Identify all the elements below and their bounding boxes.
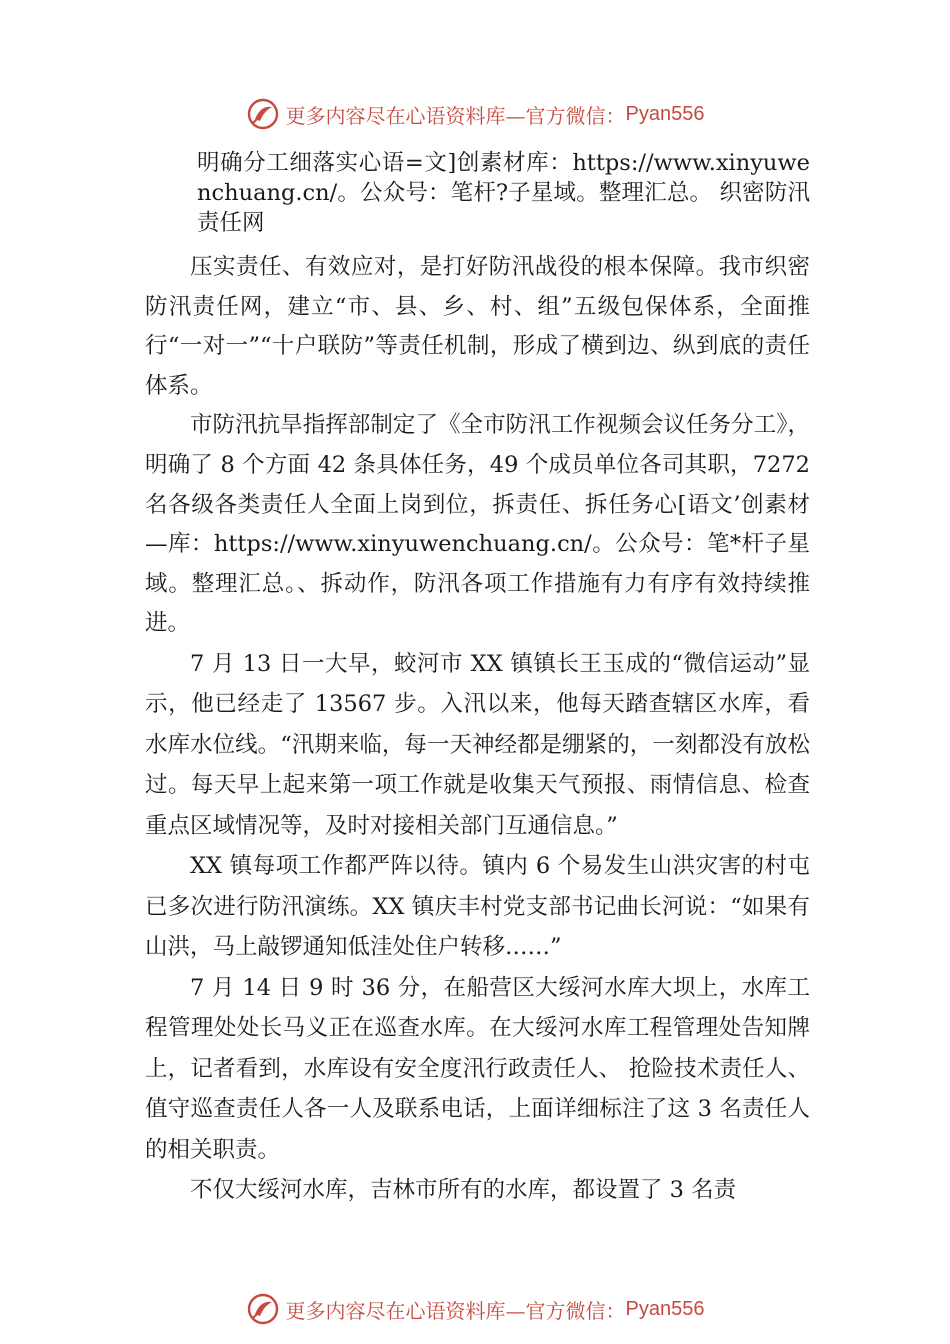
paragraph: 不仅大绥河水库，吉林市所有的水库，都设置了 3 名责 <box>190 1177 737 1204</box>
header-watermark-banner <box>0 92 950 136</box>
banner-text: 更多内容尽在心语资料库—官方微信： <box>285 103 626 128</box>
brand-logo-icon <box>246 1292 280 1326</box>
paragraph: XX 镇每项工作都严阵以待。镇内 6 个易发生山洪灾害的村屯已多次进行防汛演练。XX 镇庆丰村党支部书记曲长河说：“如果有山洪，马上敲锣通知低洼处住户转移……” <box>145 853 810 961</box>
paragraph: 压实责任、有效应对，是打好防汛战役的根本保障。我市织密防汛责任网，建立“市、县、乡、村、组”五级包保体系，全面推行“一对一”“十户联防”等责任机制，形成了横到边、纵到底的责任体系。 <box>145 254 810 399</box>
document-body <box>145 148 810 1211</box>
paragraph: 市防汛抗旱指挥部制定了《全市防汛工作视频会议任务分工》，明确了 8 个方面 42 条具体任务，49 个成员单位各司其职，7272 名各级各类责任人全面上岗到位，拆责任、拆任务心[语文’创素材—库：https://www.xinyuwenchuang.cn/。公众号：笔*杆子星域。整理汇总。、拆动作，防汛各项工作措施有力有序有效持续推进。 <box>145 412 810 637</box>
paragraph: 7 月 14 日 9 时 36 分，在船营区大绥河水库大坝上，水库工程管理处处长马义正在巡查水库。在大绥河水库工程管理处告知牌上，记者看到，水库设有安全度汛行政责任人、 抢险技术责任人、值守巡查责任人各一人及联系电话，上面详细标注了这 3 名责任人的相关职责。 <box>145 974 810 1163</box>
paragraph-heading: 明确分工细落实心语=文]创素材库：https://www.xinyuwenchuang.cn/。公众号：笔杆?子星域。整理汇总。 织密防汛责任网 <box>197 150 810 236</box>
footer-watermark-banner <box>0 1287 950 1331</box>
banner-text: 更多内容尽在心语资料库—官方微信： <box>285 1298 626 1323</box>
banner-wechat-id: Pyan556 <box>625 1297 705 1320</box>
brand-logo-icon <box>246 97 280 131</box>
banner-wechat-id: Pyan556 <box>625 102 705 125</box>
paragraph: 7 月 13 日一大早，蛟河市 XX 镇镇长王玉成的“微信运动”显示，他已经走了 13567 步。入汛以来，他每天踏查辖区水库，看水库水位线。“汛期来临，每一天神经都是绷紧的，一刻都没有放松过。每天早上起来第一项工作就是收集天气预报、雨情信息、检查重点区域情况等，及时对接相关部门互通信息。” <box>145 650 810 839</box>
